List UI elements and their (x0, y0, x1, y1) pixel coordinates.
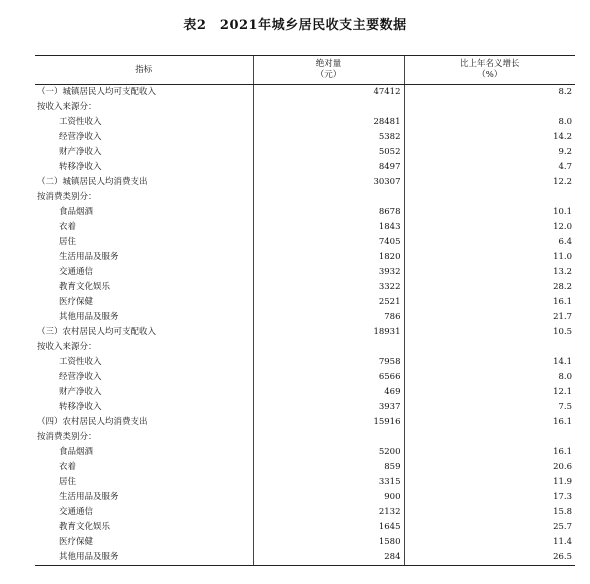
row-absolute-value: 284 (253, 550, 404, 566)
row-growth-value: 8.2 (404, 85, 575, 101)
row-absolute-value: 3937 (253, 400, 404, 415)
row-growth-value: 6.4 (404, 235, 575, 250)
table-row (35, 235, 575, 250)
row-item-label: 生活用品及服务 (59, 492, 119, 502)
row-absolute-value: 47412 (253, 85, 404, 101)
table-row (35, 130, 575, 145)
row-growth-value: 11.4 (404, 535, 575, 550)
header-absolute-line1: 绝对量 (315, 59, 342, 69)
row-absolute-value (253, 100, 404, 115)
row-growth-value: 10.1 (404, 205, 575, 220)
header-indicator: 指标 (35, 56, 253, 85)
table-row (35, 250, 575, 265)
row-growth-value: 26.5 (404, 550, 575, 566)
row-absolute-value: 2132 (253, 505, 404, 520)
row-item-label: 教育文化娱乐 (59, 282, 111, 292)
row-growth-value: 11.0 (404, 250, 575, 265)
row-absolute-value: 469 (253, 385, 404, 400)
row-absolute-value: 2521 (253, 295, 404, 310)
row-absolute-value (253, 190, 404, 205)
row-growth-value (404, 340, 575, 355)
table-row (35, 85, 575, 101)
table-row (35, 430, 575, 445)
table-row (35, 115, 575, 130)
header-nominal-growth (404, 56, 575, 85)
row-growth-value: 16.1 (404, 445, 575, 460)
row-item-label: 教育文化娱乐 (59, 522, 111, 532)
row-growth-value: 16.1 (404, 415, 575, 430)
row-item-label: 其他用品及服务 (35, 550, 253, 566)
row-growth-value: 7.5 (404, 400, 575, 415)
table-row (35, 280, 575, 295)
header-growth-line2: （%） (477, 70, 503, 80)
row-item-label: 财产净收入 (59, 147, 102, 157)
table-row (35, 385, 575, 400)
table-row (35, 160, 575, 175)
row-absolute-value: 1645 (253, 520, 404, 535)
row-absolute-value: 8678 (253, 205, 404, 220)
row-absolute-value: 7958 (253, 355, 404, 370)
row-item-label: 经营净收入 (59, 132, 102, 142)
row-growth-value: 13.2 (404, 265, 575, 280)
row-absolute-value: 900 (253, 490, 404, 505)
row-item-label: 居住 (59, 237, 77, 247)
table-row (35, 415, 575, 430)
table-row (35, 310, 575, 325)
row-growth-value: 4.7 (404, 160, 575, 175)
row-group-label: 按消费类别分： (37, 432, 97, 442)
row-absolute-value: 3932 (253, 265, 404, 280)
row-growth-value: 14.2 (404, 130, 575, 145)
row-growth-value: 12.2 (404, 175, 575, 190)
row-item-label: 转移净收入 (59, 162, 102, 172)
row-growth-value: 20.6 (404, 460, 575, 475)
row-growth-value: 21.7 (404, 310, 575, 325)
table-row (35, 520, 575, 535)
row-growth-value: 8.0 (404, 115, 575, 130)
table-row (35, 445, 575, 460)
header-growth-line1: 比上年名义增长 (459, 59, 520, 69)
table-row (35, 145, 575, 160)
table-body (35, 85, 575, 566)
table-title: 表2 2021年城乡居民收支主要数据 (183, 18, 407, 33)
row-absolute-value: 786 (253, 310, 404, 325)
row-item-label: 衣着 (59, 462, 77, 472)
table-row (35, 100, 575, 115)
row-growth-value: 8.0 (404, 370, 575, 385)
table-row (35, 460, 575, 475)
row-absolute-value: 28481 (253, 115, 404, 130)
table-row (35, 505, 575, 520)
row-growth-value: 28.2 (404, 280, 575, 295)
row-absolute-value: 3322 (253, 280, 404, 295)
row-growth-value: 17.3 (404, 490, 575, 505)
table-row (35, 550, 575, 566)
table-row (35, 355, 575, 370)
row-item-label: 工资性收入 (59, 357, 102, 367)
table-row (35, 175, 575, 190)
row-section-label: （一）城镇居民人均可支配收入 (37, 87, 157, 97)
table-row (35, 490, 575, 505)
row-absolute-value: 6566 (253, 370, 404, 385)
row-absolute-value: 7405 (253, 235, 404, 250)
row-growth-value (404, 100, 575, 115)
row-growth-value: 12.0 (404, 220, 575, 235)
table-row (35, 475, 575, 490)
table-row (35, 325, 575, 340)
table-row (35, 340, 575, 355)
row-absolute-value: 859 (253, 460, 404, 475)
row-absolute-value (253, 340, 404, 355)
row-item-label: 居住 (59, 477, 77, 487)
row-section-label: （三）农村居民人均可支配收入 (37, 327, 157, 337)
row-item-label: 交通通信 (59, 267, 94, 277)
row-item-label: 转移净收入 (59, 402, 102, 412)
table-row (35, 220, 575, 235)
row-absolute-value: 5200 (253, 445, 404, 460)
table-row (35, 535, 575, 550)
row-absolute-value: 5052 (253, 145, 404, 160)
row-item-label: 医疗保健 (59, 537, 94, 547)
row-item-label: 其他用品及服务 (59, 312, 119, 322)
row-absolute-value: 1580 (253, 535, 404, 550)
table-row (35, 295, 575, 310)
row-growth-value (404, 430, 575, 445)
row-absolute-value: 30307 (253, 175, 404, 190)
row-item-label: 交通通信 (59, 507, 94, 517)
row-growth-value: 11.9 (404, 475, 575, 490)
income-expenditure-table (35, 55, 575, 566)
row-absolute-value: 18931 (253, 325, 404, 340)
row-absolute-value: 15916 (253, 415, 404, 430)
row-absolute-value: 1843 (253, 220, 404, 235)
row-absolute-value (253, 430, 404, 445)
table-row (35, 265, 575, 280)
row-item-label: 食品烟酒 (59, 447, 94, 457)
row-absolute-value: 8497 (253, 160, 404, 175)
row-item-label: 医疗保健 (59, 297, 94, 307)
table-row (35, 205, 575, 220)
row-growth-value: 10.5 (404, 325, 575, 340)
row-absolute-value: 5382 (253, 130, 404, 145)
row-item-label: 财产净收入 (59, 387, 102, 397)
header-absolute-amount (253, 56, 404, 85)
row-growth-value: 12.1 (404, 385, 575, 400)
row-item-label: 经营净收入 (59, 372, 102, 382)
row-absolute-value: 1820 (253, 250, 404, 265)
row-item-label: 生活用品及服务 (59, 252, 119, 262)
row-item-label: 工资性收入 (59, 117, 102, 127)
row-section-label: （四）农村居民人均消费支出 (37, 417, 148, 427)
row-growth-value (404, 190, 575, 205)
header-absolute-line2: （元） (315, 70, 342, 80)
row-absolute-value: 3315 (253, 475, 404, 490)
row-section-label: （二）城镇居民人均消费支出 (37, 177, 148, 187)
row-growth-value: 25.7 (404, 520, 575, 535)
row-growth-value: 15.8 (404, 505, 575, 520)
table-row (35, 190, 575, 205)
row-growth-value: 14.1 (404, 355, 575, 370)
row-item-label: 衣着 (59, 222, 77, 232)
row-item-label: 食品烟酒 (59, 207, 94, 217)
row-group-label: 按收入来源分： (37, 102, 97, 112)
row-group-label: 按消费类别分： (37, 192, 97, 202)
row-growth-value: 16.1 (404, 295, 575, 310)
table-header-row (35, 56, 575, 85)
row-growth-value: 9.2 (404, 145, 575, 160)
row-group-label: 按收入来源分： (37, 342, 97, 352)
table-row (35, 370, 575, 385)
table-row (35, 400, 575, 415)
